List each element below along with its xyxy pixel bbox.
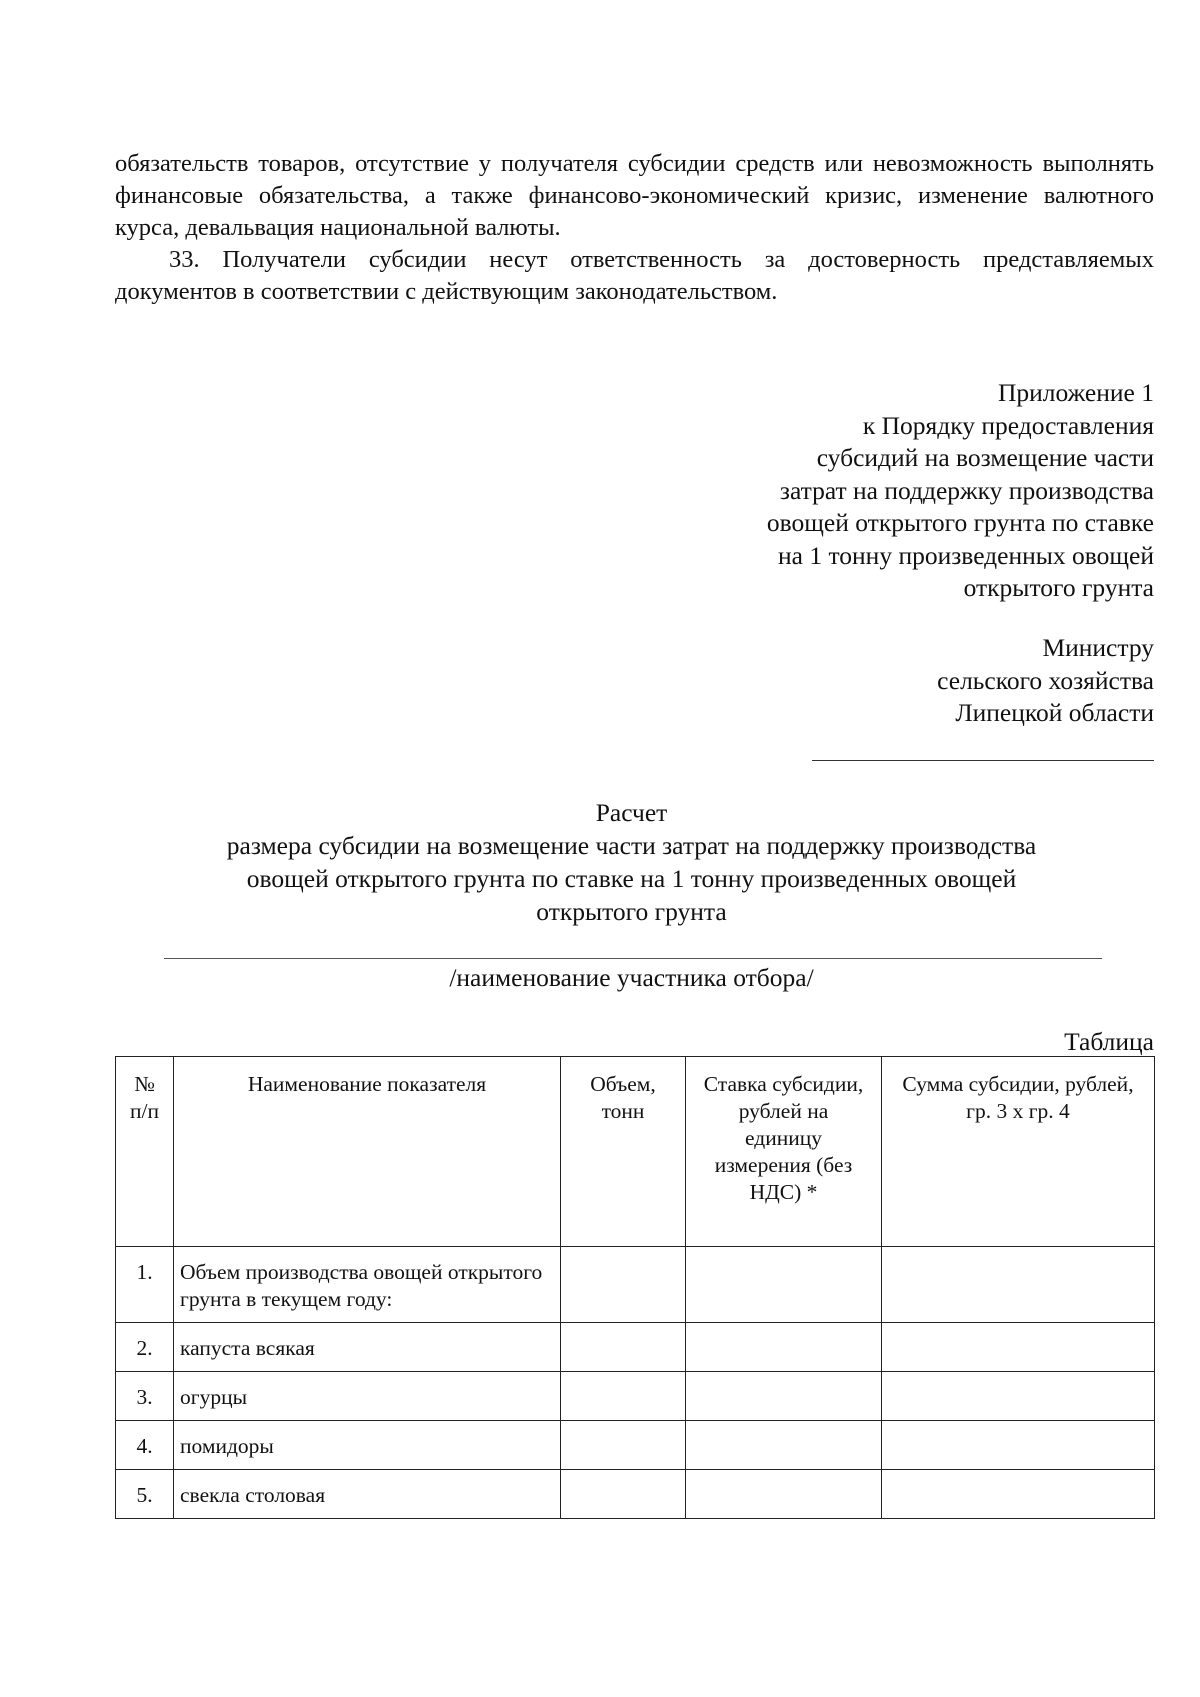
table-header-row [116, 1057, 1155, 1247]
rate-cell[interactable] [686, 1421, 882, 1470]
header-indicator-name: Наименование показателя [174, 1057, 561, 1247]
volume-cell[interactable] [561, 1247, 686, 1323]
header-rate: Ставка субсидии, рублей на единицу измерения (без НДС) * [686, 1057, 882, 1247]
row-indicator: свекла столовая [174, 1470, 561, 1519]
row-indicator: помидоры [174, 1421, 561, 1470]
appendix-line: к Порядку предоставления [862, 410, 1154, 440]
participant-name-blank-line [164, 958, 1102, 959]
row-indicator: Объем производства овощей открытого грунта в текущем году: [174, 1247, 561, 1323]
table-row [116, 1470, 1155, 1519]
rate-cell[interactable] [686, 1470, 882, 1519]
row-number: 5. [116, 1470, 174, 1519]
addressee-line: Липецкой области [955, 698, 1154, 727]
sum-cell[interactable] [882, 1421, 1155, 1470]
body-text [115, 148, 1154, 308]
appendix-line: на 1 тонну произведенных овощей [778, 540, 1154, 570]
calculation-subtitle-line: размера субсидии на возмещение части затрат на поддержку производства [226, 831, 1037, 860]
appendix-line: затрат на поддержку производства [779, 475, 1154, 505]
paragraph-33: 33. Получатели субсидии несут ответственность за достоверность представляемых документов в соответствии с действующим законодательством. [115, 246, 1154, 305]
row-number: 1. [116, 1247, 174, 1323]
appendix-line: Приложение 1 [998, 378, 1154, 407]
subsidy-calculation-table [115, 1056, 1155, 1519]
table-row [116, 1421, 1155, 1470]
rate-cell[interactable] [686, 1247, 882, 1323]
volume-cell[interactable] [561, 1372, 686, 1421]
paragraph-force-majeure: обязательств товаров, отсутствие у получателя субсидии средств или невозможность выполнять финансовые обязательства, а также финансово-экономический кризис, изменение валютного курса, девальвация национальной валюты. [115, 150, 1154, 241]
sum-cell[interactable] [882, 1372, 1155, 1421]
sum-cell[interactable] [882, 1470, 1155, 1519]
volume-cell[interactable] [561, 1323, 686, 1372]
header-subsidy-sum: Сумма субсидии, рублей, гр. 3 х гр. 4 [882, 1057, 1155, 1247]
row-indicator: капуста всякая [174, 1323, 561, 1372]
addressee-line: Министру [1042, 633, 1154, 662]
row-number: 4. [116, 1421, 174, 1470]
calculation-title: Расчет [595, 798, 668, 827]
calculation-title-block [150, 796, 1113, 928]
sum-cell[interactable] [882, 1247, 1155, 1323]
calculation-subtitle-line: открытого грунта [536, 897, 727, 926]
appendix-line: открытого грунта [963, 573, 1154, 602]
table-row [116, 1372, 1155, 1421]
addressee-line: сельского хозяйства [937, 665, 1154, 695]
volume-cell[interactable] [561, 1421, 686, 1470]
row-number: 2. [116, 1323, 174, 1372]
addressee-blank-line [812, 760, 1154, 761]
rate-cell[interactable] [686, 1323, 882, 1372]
appendix-line: овощей открытого грунта по ставке [766, 508, 1154, 537]
appendix-line: субсидий на возмещение части [816, 443, 1154, 472]
row-indicator: огурцы [174, 1372, 561, 1421]
participant-name-caption: /наименование участника отбора/ [449, 963, 814, 992]
rate-cell[interactable] [686, 1372, 882, 1421]
header-volume: Объем, тонн [561, 1057, 686, 1247]
addressee-block [754, 632, 1154, 730]
table-caption: Таблица [1064, 1027, 1154, 1056]
sum-cell[interactable] [882, 1323, 1155, 1372]
table-row [116, 1323, 1155, 1372]
calculation-subtitle-line: овощей открытого грунта по ставке на 1 тонну произведенных овощей [246, 864, 1017, 893]
row-number: 3. [116, 1372, 174, 1421]
volume-cell[interactable] [561, 1470, 686, 1519]
table-row [116, 1247, 1155, 1323]
header-number: № п/п [116, 1057, 174, 1247]
appendix-heading [594, 377, 1154, 605]
